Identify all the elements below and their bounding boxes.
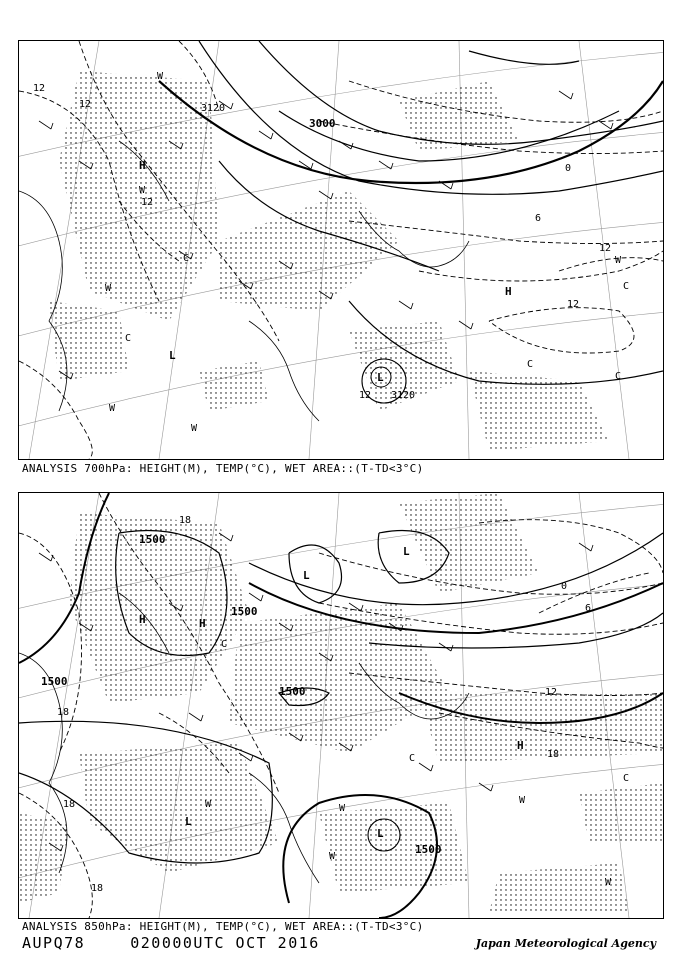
pressure-center: L	[377, 827, 384, 840]
panel-850hpa-caption: ANALYSIS 850hPa: HEIGHT(M), TEMP(°C), WET AREA::(T-TD<3°C)	[22, 920, 424, 933]
map-700hpa-canvas	[19, 41, 663, 459]
isotherm-label: 12	[545, 687, 558, 698]
pressure-center: L	[185, 815, 192, 828]
warm-label: W	[605, 877, 612, 888]
pressure-center: L	[403, 545, 410, 558]
pressure-center: H	[139, 159, 146, 172]
height-label: 3120	[391, 390, 416, 401]
warm-label: W	[329, 851, 336, 862]
isotherm-label: 12	[141, 197, 154, 208]
isotherm-label: 12	[33, 83, 46, 94]
height-label: 1500	[41, 675, 68, 688]
isotherm-label: 18	[179, 515, 192, 526]
height-label: 3000	[309, 117, 336, 130]
height-label: 1500	[279, 685, 306, 698]
warm-label: W	[139, 185, 146, 196]
warm-label: W	[615, 255, 622, 266]
cold-label: C	[221, 639, 228, 650]
cold-label: C	[125, 333, 132, 344]
pressure-center: H	[505, 285, 512, 298]
height-contour-3000	[159, 81, 663, 183]
height-label: 1500	[231, 605, 258, 618]
map-850hpa-canvas	[19, 493, 663, 918]
pressure-center: H	[139, 613, 146, 626]
chart-time: 020000UTC OCT 2016	[130, 934, 320, 952]
warm-label: W	[105, 283, 112, 294]
warm-label: W	[519, 795, 526, 806]
chart-code: AUPQ78	[22, 934, 86, 952]
warm-label: W	[339, 803, 346, 814]
isotherm-label: 12	[79, 99, 92, 110]
pressure-center: H	[199, 617, 206, 630]
cold-label: C	[183, 253, 190, 264]
isotherm-label: 0	[561, 581, 568, 592]
warm-label: W	[191, 423, 198, 434]
isotherm-label: 18	[57, 707, 70, 718]
height-label: 1500	[415, 843, 442, 856]
isotherm-label: 18	[547, 749, 560, 760]
isotherm-label: 12	[599, 243, 612, 254]
pressure-center: L	[377, 371, 384, 384]
cold-label: C	[623, 773, 630, 784]
chart-id-line	[22, 934, 320, 952]
cold-label: C	[409, 753, 416, 764]
isotherm-label: 18	[63, 799, 76, 810]
height-label: 1500	[139, 533, 166, 546]
map-panel-700hpa	[18, 40, 664, 460]
isotherm-label: 18	[91, 883, 104, 894]
warm-label: W	[205, 799, 212, 810]
cold-label: C	[527, 359, 534, 370]
cold-label: C	[615, 371, 622, 382]
warm-label: W	[109, 403, 116, 414]
cold-label: C	[623, 281, 630, 292]
isotherm-label: 6	[585, 603, 592, 614]
warm-label: W	[157, 71, 164, 82]
isotherm-label: 6	[535, 213, 542, 224]
isotherm-label: 12	[567, 299, 580, 310]
panel-700hpa-caption: ANALYSIS 700hPa: HEIGHT(M), TEMP(°C), WET AREA::(T-TD<3°C)	[22, 462, 424, 475]
height-label: 3120	[201, 103, 226, 114]
pressure-center: L	[303, 569, 310, 582]
map-panel-850hpa	[18, 492, 664, 919]
isotherm-label: 0	[565, 163, 572, 174]
agency-credit: Japan Meteorological Agency	[475, 937, 656, 950]
isotherm-label: 12	[359, 390, 372, 401]
pressure-center: L	[169, 349, 176, 362]
pressure-center: H	[517, 739, 524, 752]
